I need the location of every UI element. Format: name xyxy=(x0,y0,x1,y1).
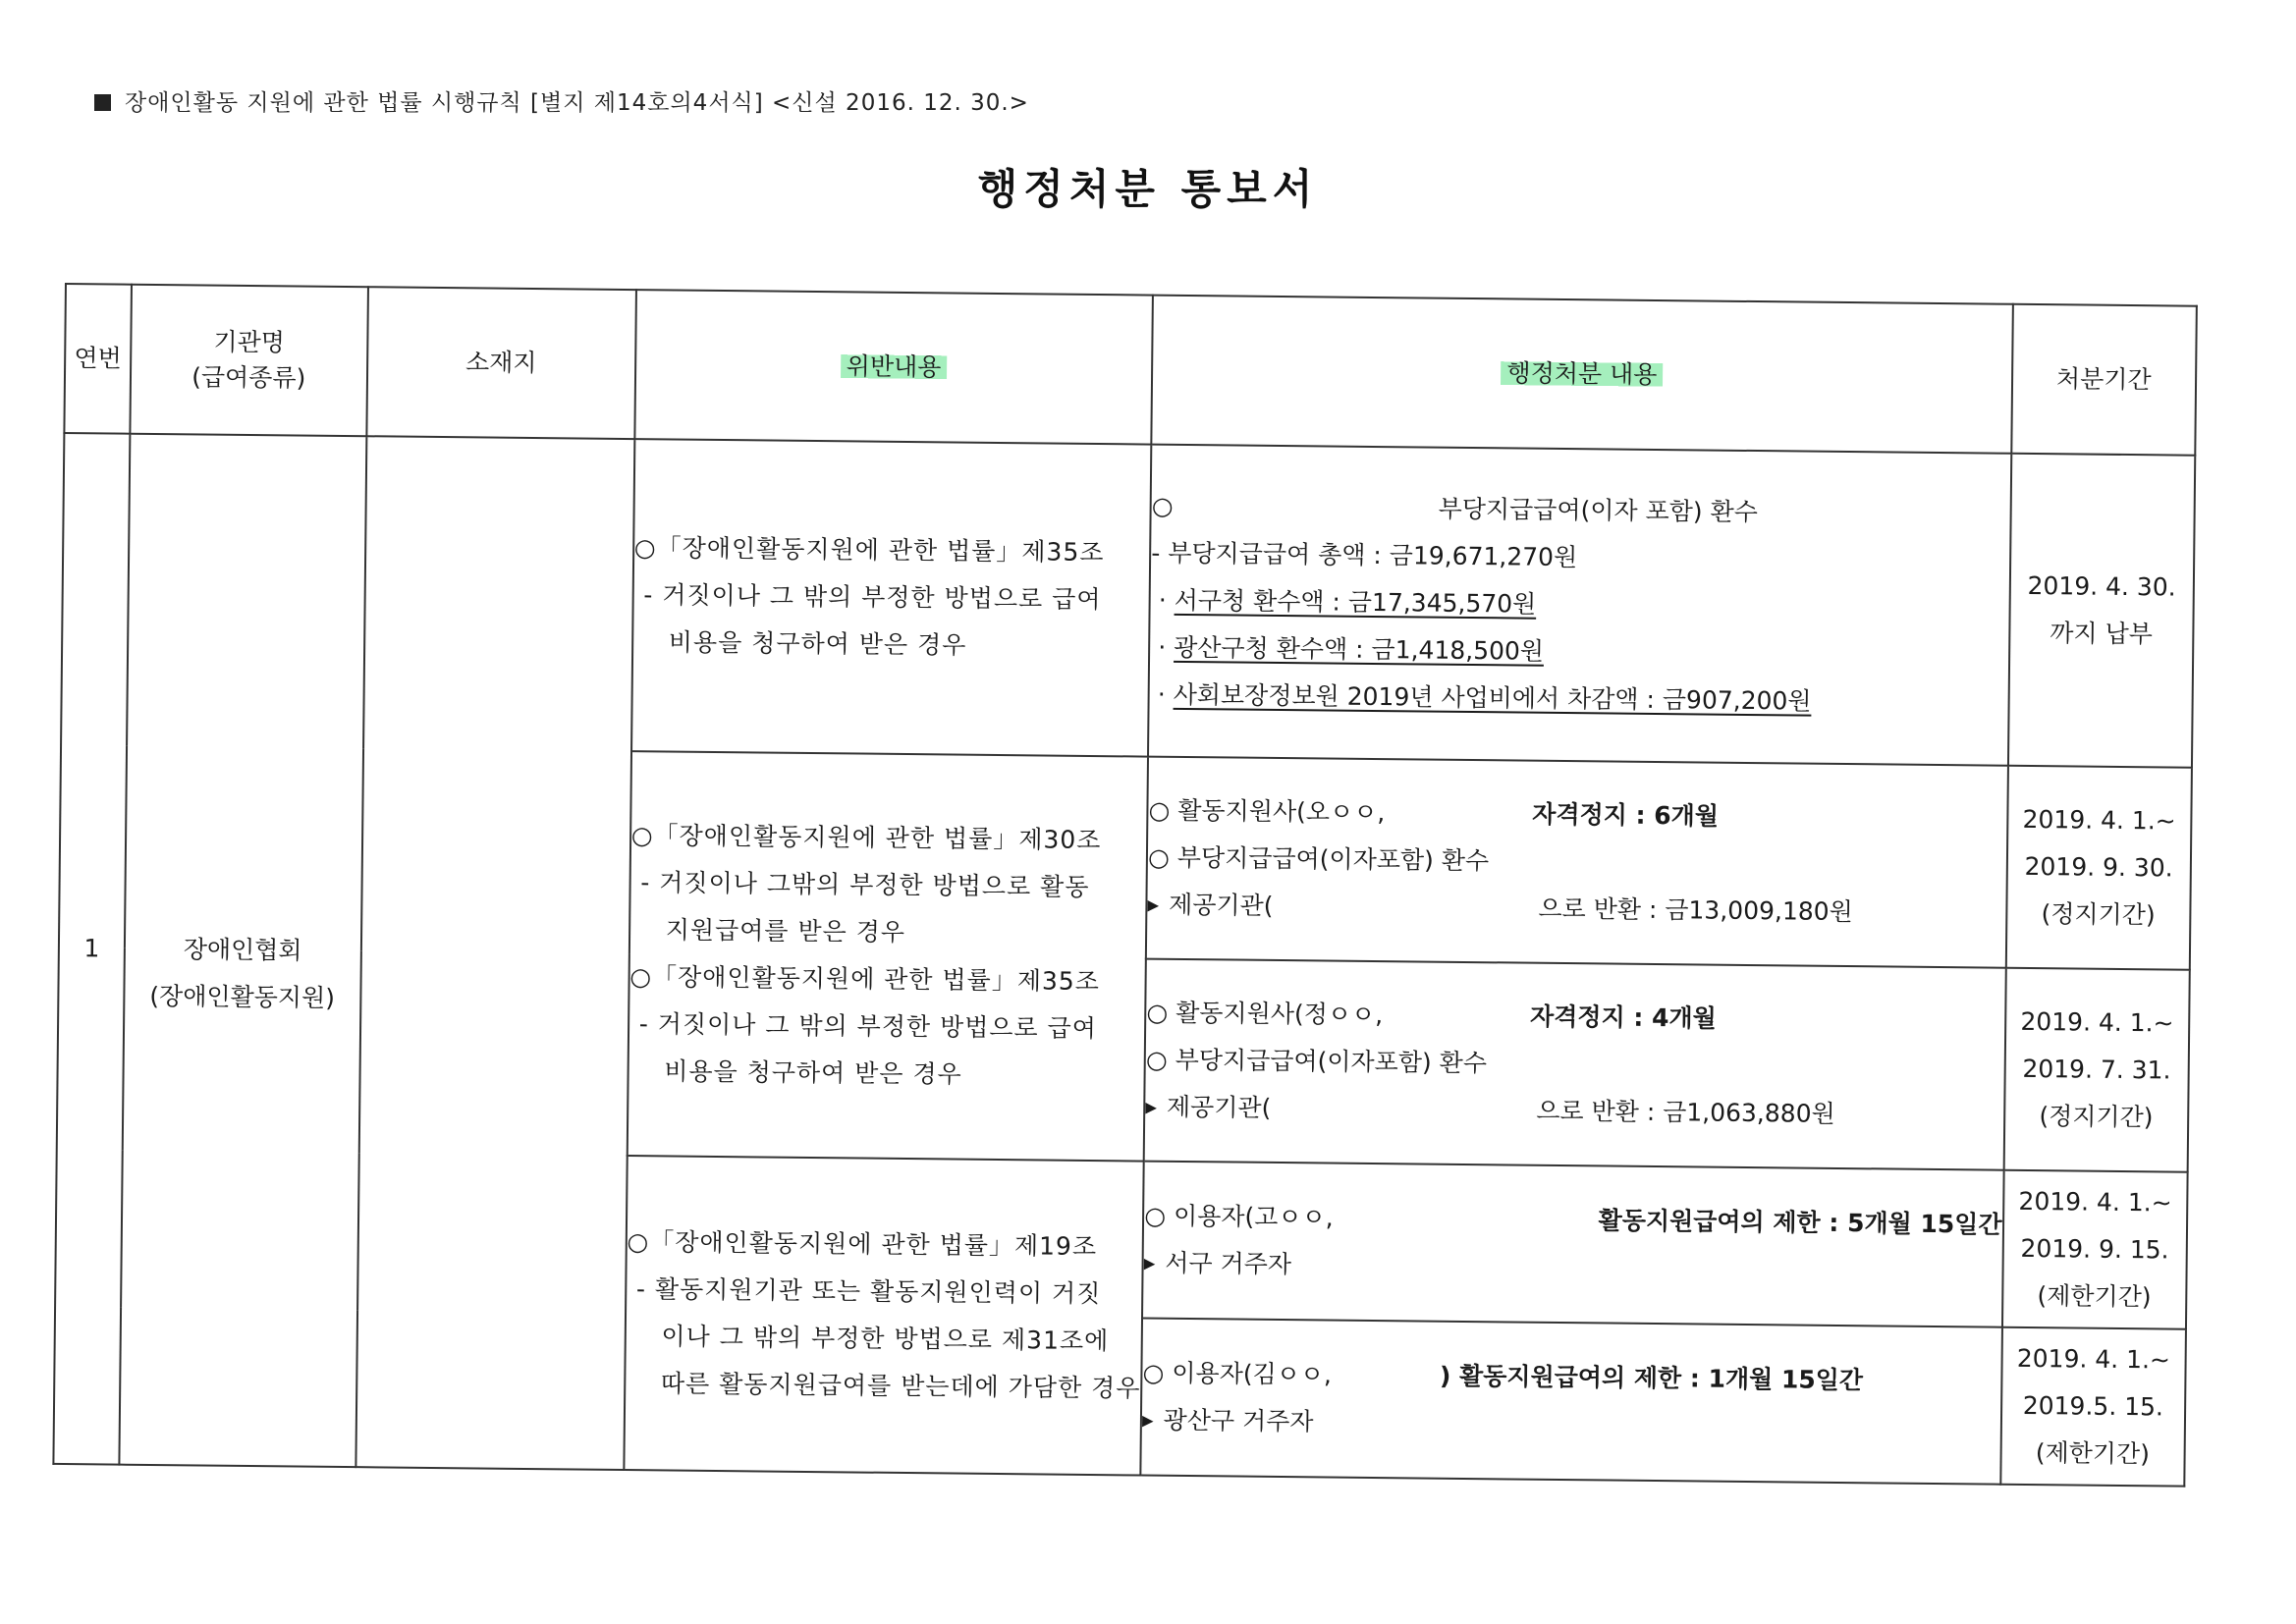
action-text: 제공기관( xyxy=(1166,1092,1272,1122)
action-line xyxy=(1142,1397,2000,1453)
cell-period-3 xyxy=(2003,968,2190,1172)
action-text: 광산구 거주자 xyxy=(1163,1405,1314,1436)
violation-line: 이나 그 밖의 부정한 방법으로 제31조에 xyxy=(661,1322,1110,1356)
action-text: 자격정지 : 6개월 xyxy=(1532,799,1720,831)
period-line: 2019. 4. 1.~ xyxy=(2022,804,2176,836)
header-org xyxy=(130,285,367,437)
triangle-right-icon: ▶ xyxy=(1147,895,1160,914)
header-action-text: 행정처분 내용 xyxy=(1501,358,1663,389)
cell-violation-1 xyxy=(631,439,1152,756)
header-org-line1: 기관명 xyxy=(213,327,286,357)
action-line: - 부당지급급여 총액 : 금19,671,270원 xyxy=(1151,538,1578,572)
org-name: 장애인협회 xyxy=(183,935,302,965)
cell-action-5 xyxy=(1141,1319,2002,1485)
triangle-right-icon: ▶ xyxy=(1145,1098,1158,1116)
violation-line: ○「장애인활동지원에 관한 법률」제35조 xyxy=(633,533,1105,568)
action-text: 사회보장정보원 2019년 사업비에서 차감액 : 금907,200원 xyxy=(1173,679,1812,716)
action-text: 활동지원급여의 제한 : 5개월 15일간 xyxy=(1598,1206,2002,1239)
action-text: ) 활동지원급여의 제한 : 1개월 15일간 xyxy=(1439,1361,1864,1395)
action-line xyxy=(1150,672,2008,728)
period-line: 2019. 4. 1.~ xyxy=(2016,1343,2171,1375)
header-violation xyxy=(634,290,1153,445)
action-line xyxy=(1144,1240,2002,1296)
violation-line: 지원급여를 받은 경우 xyxy=(665,915,906,947)
period-line: 까지 납부 xyxy=(2050,619,2154,649)
header-violation-text: 위반내용 xyxy=(841,352,948,381)
header-location: 소재지 xyxy=(366,287,636,439)
period-line: (정지기간) xyxy=(2041,899,2156,930)
cell-no: 1 xyxy=(53,433,130,1465)
period-line: 2019. 4. 1.~ xyxy=(2018,1186,2172,1218)
period-line: 2019. 4. 1.~ xyxy=(2020,1006,2174,1038)
circle-mark: ○ xyxy=(1151,491,1174,520)
header-no: 연번 xyxy=(64,284,132,434)
square-bullet-icon xyxy=(94,94,111,111)
document-title: 행정처분 통보서 xyxy=(977,165,1319,213)
period-line: (제한기간) xyxy=(2037,1281,2152,1312)
period-line: (제한기간) xyxy=(2035,1438,2151,1469)
cell-action-4 xyxy=(1142,1162,2003,1327)
cell-period-4 xyxy=(2001,1170,2187,1329)
cell-violation-3 xyxy=(624,1156,1144,1475)
triangle-right-icon: ▶ xyxy=(1143,1254,1156,1272)
period-line: (정지기간) xyxy=(2039,1102,2154,1132)
violation-line: 따른 활동지원급여를 받는데에 가담한 경우 xyxy=(660,1369,1141,1403)
violation-line: 비용을 청구하여 받은 경우 xyxy=(668,627,967,660)
triangle-right-icon: ▶ xyxy=(1142,1411,1154,1430)
cell-violation-2 xyxy=(627,751,1148,1161)
action-text: ○ 활동지원사(정ㅇㅇ, xyxy=(1146,998,1384,1030)
action-text: 제공기관( xyxy=(1168,890,1274,920)
period-line: 2019. 9. 15. xyxy=(2020,1233,2169,1265)
violation-line: - 거짓이나 그 밖의 부정한 방법으로 급여 xyxy=(643,580,1102,615)
violation-line: ○「장애인활동지원에 관한 법률」제35조 xyxy=(629,962,1101,997)
form-reference-text: 장애인활동 지원에 관한 법률 시행규칙 [별지 제14호의4서식] <신설 2016. 12. 30.> xyxy=(125,90,1029,116)
period-line: 2019. 4. 30. xyxy=(2027,570,2176,602)
action-text: 부당지급급여(이자 포함) 환수 xyxy=(1438,494,1759,527)
action-text: 으로 반환 : 금1,063,880원 xyxy=(1536,1096,1835,1128)
action-line xyxy=(1145,1084,2003,1140)
action-text: ○ 이용자(고ㅇㅇ, xyxy=(1144,1201,1334,1232)
cell-action-2 xyxy=(1146,757,2007,968)
cell-action-3 xyxy=(1144,959,2005,1170)
action-text: 으로 반환 : 금13,009,180원 xyxy=(1538,893,1853,927)
action-text: ○ 이용자(김ㅇㅇ, xyxy=(1142,1358,1333,1389)
bullet-dot-icon: · xyxy=(1157,679,1166,709)
violation-line: 비용을 청구하여 받은 경우 xyxy=(664,1056,962,1089)
action-text: ○ 활동지원사(오ㅇㅇ, xyxy=(1148,795,1386,828)
action-text: 서구청 환수액 : 금17,345,570원 xyxy=(1174,585,1537,619)
form-reference-note xyxy=(94,84,1029,117)
bullet-dot-icon: · xyxy=(1158,585,1167,615)
redacted-area xyxy=(160,882,327,913)
table-row xyxy=(61,433,2195,768)
table-header-row xyxy=(64,284,2196,456)
header-org-line2: (급여종류) xyxy=(191,362,306,393)
violation-line: - 거짓이나 그 밖의 부정한 방법으로 급여 xyxy=(638,1009,1098,1044)
header-period: 처분기간 xyxy=(2011,304,2197,456)
org-type: (장애인활동지원) xyxy=(149,981,336,1012)
action-text: 서구 거주자 xyxy=(1165,1248,1292,1279)
violation-line: ○「장애인활동지원에 관한 법률」제30조 xyxy=(630,821,1102,855)
action-text: 광산구청 환수액 : 금1,418,500원 xyxy=(1174,632,1545,666)
action-line: ○ 부당지급급여(이자포함) 환수 xyxy=(1147,842,1490,876)
period-line: 2019.5. 15. xyxy=(2022,1390,2164,1422)
disposition-table xyxy=(52,283,2197,1488)
period-line: 2019. 9. 30. xyxy=(2024,851,2173,883)
action-line: ○ 부당지급급여(이자포함) 환수 xyxy=(1145,1045,1488,1078)
bullet-dot-icon: · xyxy=(1158,632,1167,662)
violation-line: ○「장애인활동지원에 관한 법률」제19조 xyxy=(627,1227,1098,1262)
cell-period-1 xyxy=(2007,454,2195,768)
cell-period-5 xyxy=(2000,1327,2186,1487)
action-line xyxy=(1147,882,2005,938)
period-line: 2019. 7. 31. xyxy=(2022,1054,2171,1085)
action-text: 자격정지 : 4개월 xyxy=(1529,1001,1717,1033)
cell-location xyxy=(355,436,634,1470)
violation-line: - 거짓이나 그밖의 부정한 방법으로 활동 xyxy=(640,868,1090,901)
cell-action-1 xyxy=(1148,445,2011,766)
header-action xyxy=(1152,296,2013,454)
cell-period-2 xyxy=(2005,766,2192,970)
violation-line: - 활동지원기관 또는 활동지원인력이 거짓 xyxy=(635,1274,1102,1309)
cell-org xyxy=(119,434,366,1467)
